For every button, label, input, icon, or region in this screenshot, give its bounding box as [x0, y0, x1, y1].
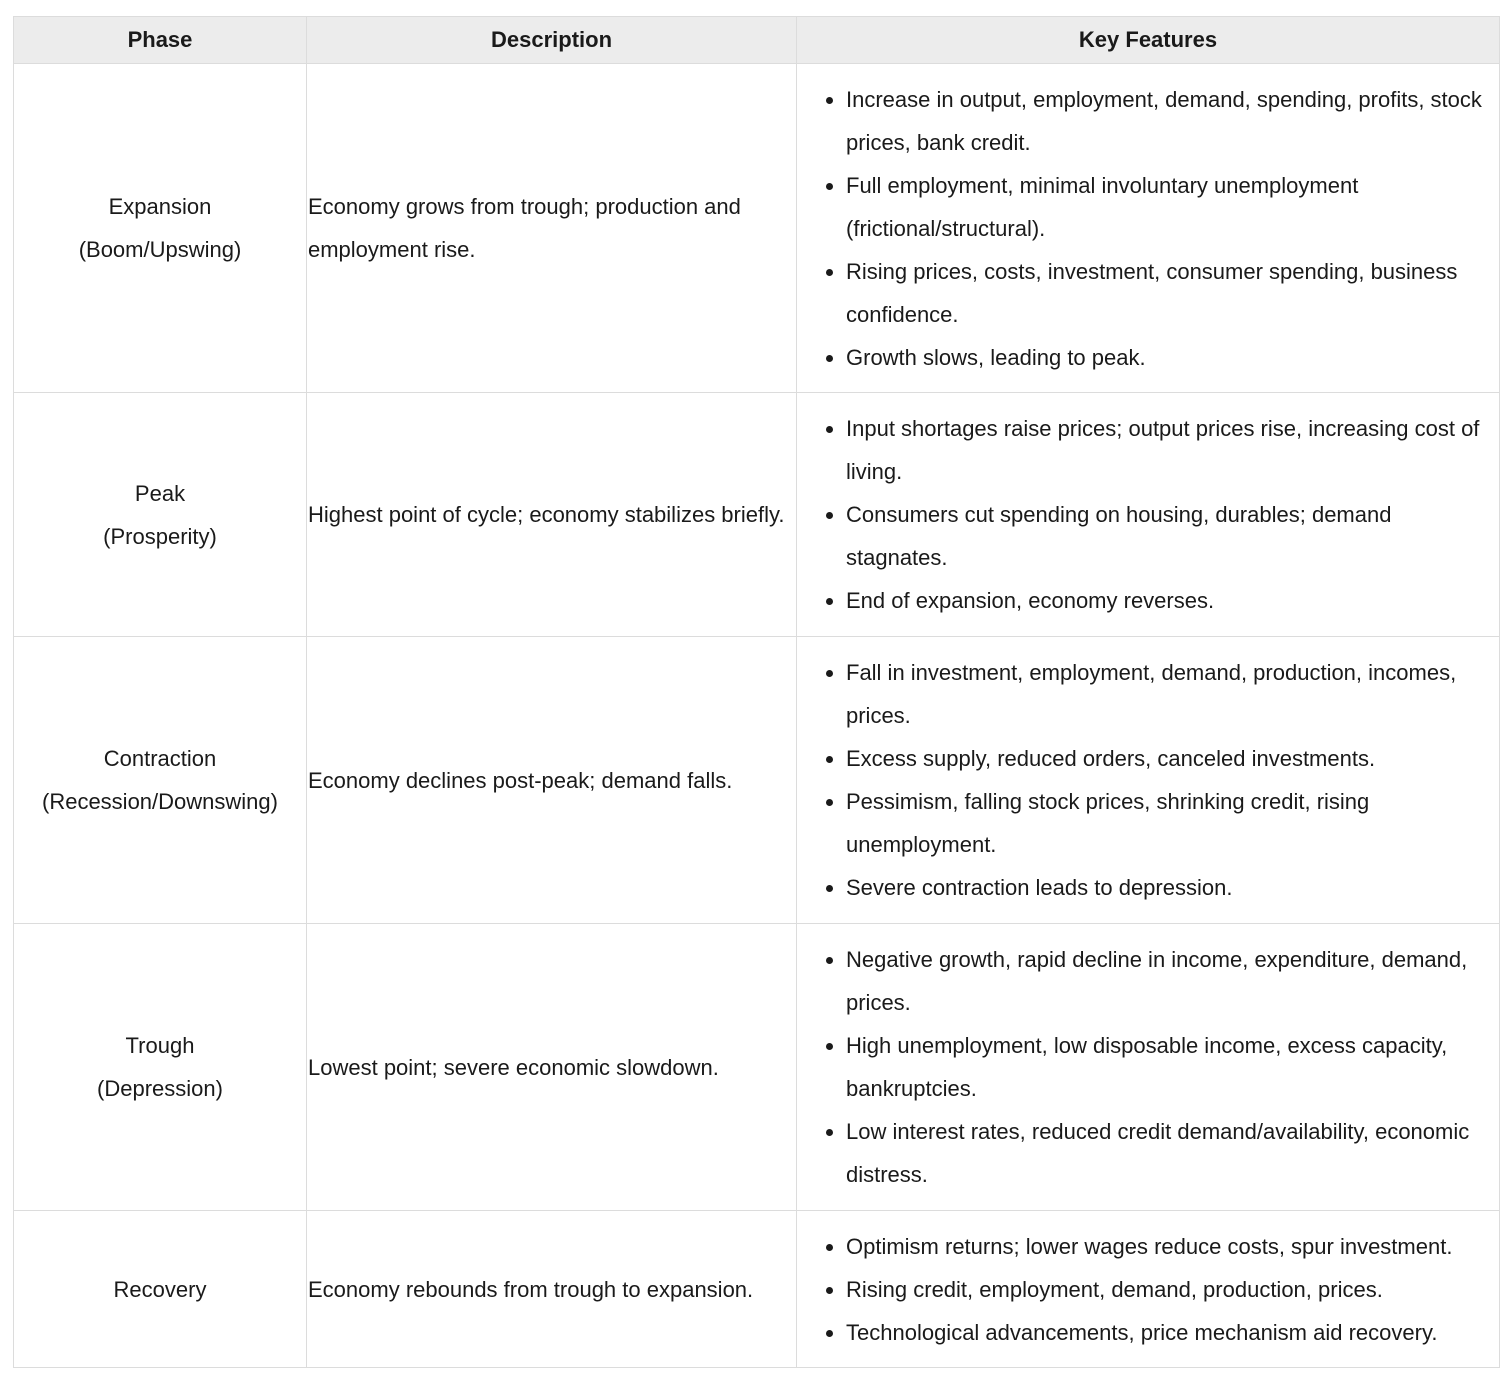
feature-item: • End of expansion, economy reverses.: [846, 579, 1495, 622]
phase-alt-name: (Recession/Downswing): [42, 789, 278, 814]
phase-name: Contraction: [103, 746, 217, 771]
feature-item: • High unemployment, low disposable income, excess capacity, bankruptcies.: [846, 1024, 1495, 1110]
features-list: [819, 1225, 1495, 1354]
phase-alt-name: (Prosperity): [103, 523, 217, 549]
feature-item: • Optimism returns; lower wages reduce costs, spur investment.: [846, 1225, 1495, 1268]
phase-cell: [14, 393, 307, 637]
feature-item: • Full employment, minimal involuntary unemployment (frictional/structural).: [846, 164, 1495, 250]
phase-name: Peak: [134, 480, 186, 506]
feature-item: • Increase in output, employment, demand, spending, profits, stock prices, bank credit.: [846, 78, 1495, 164]
table-container: [13, 16, 1499, 1368]
feature-item: • Excess supply, reduced orders, canceled investments.: [846, 737, 1495, 780]
table-row: [14, 393, 1500, 637]
feature-item: • Pessimism, falling stock prices, shrinking credit, rising unemployment.: [846, 780, 1495, 866]
features-cell: [797, 393, 1500, 637]
header-phase: Phase: [14, 17, 307, 64]
description-cell: Economy declines post-peak; demand falls.: [307, 637, 797, 924]
feature-item: • Fall in investment, employment, demand, production, incomes, prices.: [846, 651, 1495, 737]
header-key-features: Key Features: [797, 17, 1500, 64]
features-list: [819, 938, 1495, 1196]
features-cell: [797, 64, 1500, 393]
phase-name: Recovery: [113, 1276, 207, 1302]
phase-name: Trough: [125, 1033, 195, 1058]
feature-item: • Severe contraction leads to depression.: [846, 866, 1495, 909]
table-row: [14, 64, 1500, 393]
feature-item: • Rising prices, costs, investment, consumer spending, business confidence.: [846, 250, 1495, 336]
description-cell: Lowest point; severe economic slowdown.: [307, 924, 797, 1211]
feature-item: • Low interest rates, reduced credit demand/availability, economic distress.: [846, 1110, 1495, 1196]
header-row: [14, 17, 1500, 64]
feature-item: • Input shortages raise prices; output prices rise, increasing cost of living.: [846, 407, 1495, 493]
description-cell: Economy rebounds from trough to expansion.: [307, 1211, 797, 1368]
phase-cell: [14, 924, 307, 1211]
table-row: [14, 1211, 1500, 1368]
phase-alt-name: (Depression): [97, 1076, 223, 1101]
phase-cell: [14, 1211, 307, 1368]
features-list: [819, 407, 1495, 622]
feature-item: • Rising credit, employment, demand, production, prices.: [846, 1268, 1495, 1311]
business-cycle-table: [13, 16, 1500, 1368]
phase-cell: [14, 637, 307, 924]
features-cell: [797, 924, 1500, 1211]
features-cell: [797, 637, 1500, 924]
phase-name: Expansion: [108, 194, 212, 219]
table-row: [14, 637, 1500, 924]
table-row: [14, 924, 1500, 1211]
features-list: [819, 651, 1495, 909]
phase-alt-name: (Boom/Upswing): [78, 237, 242, 262]
feature-item: • Technological advancements, price mechanism aid recovery.: [846, 1311, 1495, 1354]
feature-item: • Consumers cut spending on housing, durables; demand stagnates.: [846, 493, 1495, 579]
feature-item: • Growth slows, leading to peak.: [846, 336, 1495, 379]
description-cell: Highest point of cycle; economy stabilizes briefly.: [307, 393, 797, 637]
description-cell: Economy grows from trough; production and employment rise.: [307, 64, 797, 393]
features-list: [819, 78, 1495, 379]
features-cell: [797, 1211, 1500, 1368]
feature-item: • Negative growth, rapid decline in income, expenditure, demand, prices.: [846, 938, 1495, 1024]
phase-cell: [14, 64, 307, 393]
header-description: Description: [307, 17, 797, 64]
